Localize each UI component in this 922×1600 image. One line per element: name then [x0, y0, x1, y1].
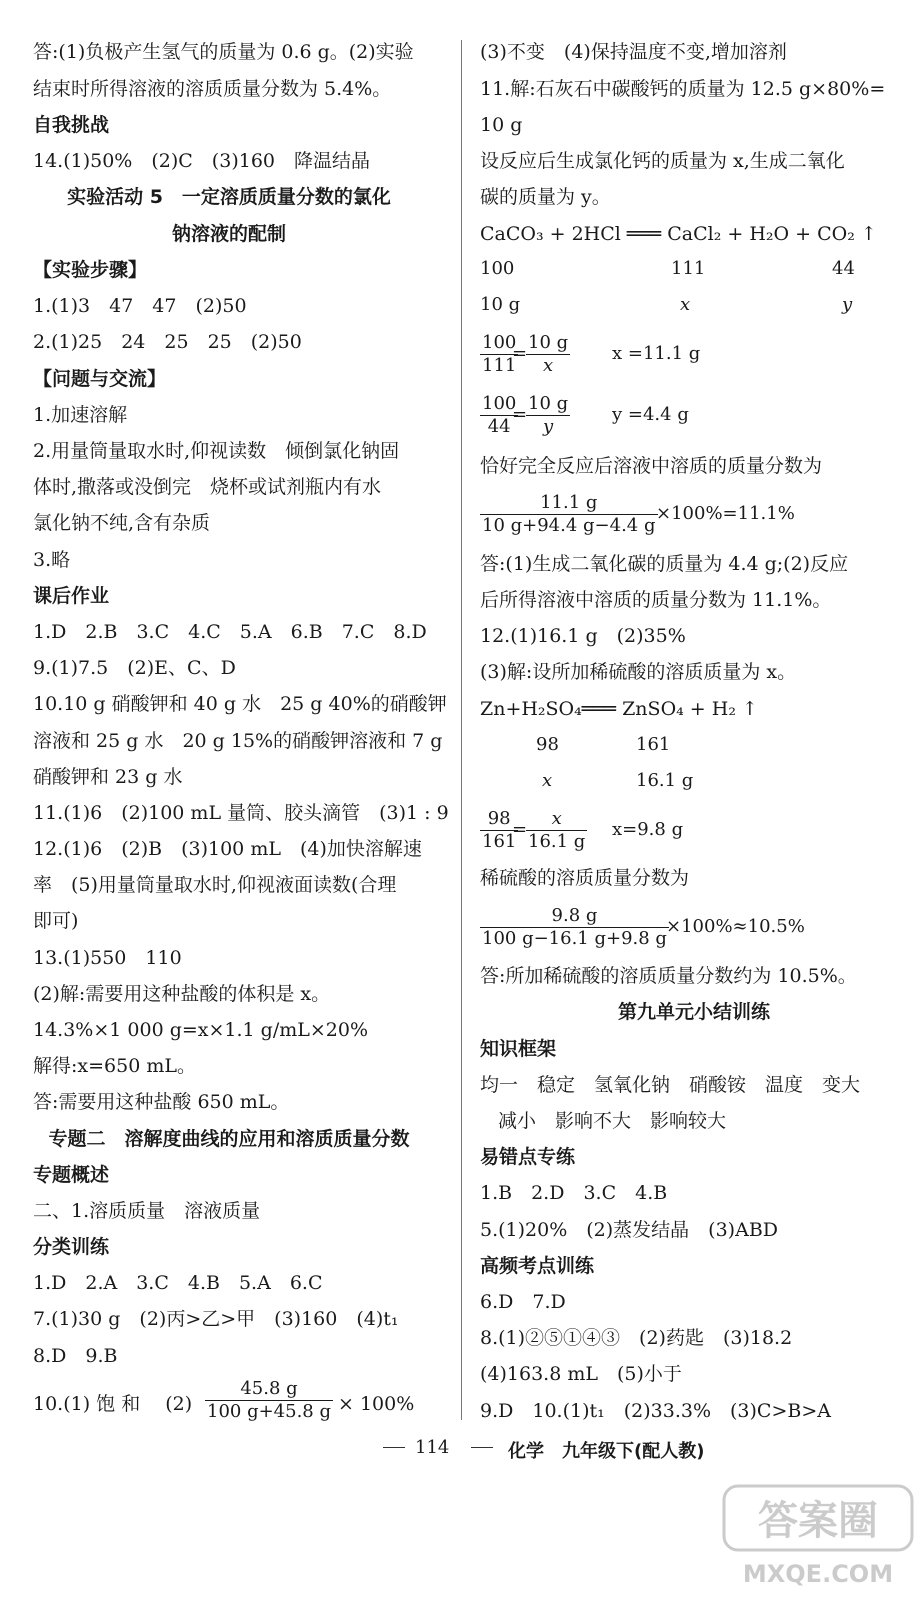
fraction-numerator: 45.8 g — [205, 1378, 333, 1401]
result: x=9.8 g — [612, 819, 684, 840]
molar-mass: 44 — [832, 258, 855, 279]
fraction-denominator: 16.1 g — [528, 831, 586, 852]
answer-line: 设反应后生成氯化钙的质量为 x,生成二氧化 — [480, 150, 845, 172]
answer-line: 9.(1)7.5 (2)E、C、D — [33, 657, 236, 679]
answer-line: 均一 稳定 氢氧化钠 硝酸铵 温度 变大 — [480, 1074, 861, 1096]
answer-line: 体时,撒落或没倒完 烧杯或试剂瓶内有水 — [33, 476, 382, 498]
fraction-denominator: x — [543, 355, 554, 376]
equals-sign: = — [512, 404, 528, 425]
section-heading: 自我挑战 — [33, 114, 110, 136]
answer-line: 14.3%×1 000 g=x×1.1 g/mL×20% — [33, 1019, 369, 1041]
result: x =11.1 g — [612, 343, 701, 364]
molar-mass: 161 — [636, 734, 671, 755]
fraction-numerator: 98 — [480, 808, 518, 831]
answer-line: 硝酸钾和 23 g 水 — [33, 766, 183, 788]
column-divider — [461, 40, 462, 1420]
answer-line: 1.B 2.D 3.C 4.B — [480, 1182, 668, 1204]
section-heading: 专题概述 — [33, 1164, 110, 1186]
chemical-equation: Zn+H₂SO₄═══ ZnSO₄ + H₂ ↑ — [480, 698, 758, 720]
result: y =4.4 g — [612, 404, 689, 425]
section-heading: 【问题与交流】 — [33, 368, 167, 390]
reaction-value: x — [680, 294, 691, 315]
answer-line: (3)解:设所加稀硫酸的溶质质量为 x。 — [480, 661, 797, 683]
answer-line: × 100% — [338, 1393, 415, 1415]
fraction — [480, 905, 669, 950]
reaction-value: 16.1 g — [636, 770, 694, 791]
fraction-numerator: 100 — [482, 332, 517, 353]
book-info: 化学 九年级下(配人教) — [508, 1441, 705, 1462]
answer-line: (3)不变 (4)保持温度不变,增加溶剂 — [480, 41, 787, 63]
molar-mass: 100 — [480, 258, 515, 279]
fraction-numerator: 100 — [482, 393, 517, 414]
fraction-numerator: 10 g — [528, 393, 569, 414]
chemical-equation: CaCO₃ + 2HCl ═══ CaCl₂ + H₂O + CO₂ ↑ — [480, 223, 877, 245]
answer-line: 1.加速溶解 — [33, 404, 128, 426]
answer-line: 即可) — [33, 910, 79, 932]
answer-line: 稀硫酸的溶质质量分数为 — [480, 867, 690, 889]
footer-dash — [471, 1447, 493, 1448]
fraction-numerator: x — [526, 808, 587, 831]
fraction-denominator: 10 g+94.4 g−4.4 g — [482, 515, 656, 536]
answer-line: 解得:x=650 mL。 — [33, 1055, 196, 1077]
fraction-denominator: y — [542, 416, 554, 437]
answer-line: 结束时所得溶液的溶质质量分数为 5.4%。 — [33, 78, 392, 100]
watermark-logo — [720, 1476, 916, 1594]
fraction — [526, 808, 587, 853]
answer-line: 率 (5)用量筒量取水时,仰视液面读数(合理 — [33, 874, 397, 896]
section-heading: 课后作业 — [33, 585, 110, 607]
answer-line: 6.D 7.D — [480, 1291, 566, 1313]
equals-sign: = — [512, 343, 528, 364]
answer-line: 2.(1)25 24 25 25 (2)50 — [33, 331, 302, 353]
answer-line: 12.(1)16.1 g (2)35% — [480, 625, 686, 647]
result: ×100%≈10.5% — [666, 916, 805, 937]
answer-line: 溶液和 25 g 水 20 g 15%的硝酸钾溶液和 7 g — [33, 730, 443, 752]
result: ×100%=11.1% — [656, 503, 795, 524]
molar-mass: 111 — [671, 258, 706, 279]
answer-line: 答:所加稀硫酸的溶质质量分数约为 10.5%。 — [480, 965, 857, 987]
answer-line: (2)解:需要用这种盐酸的体积是 x。 — [33, 983, 331, 1005]
answer-line: 8.(1)②⑤①④③ (2)药匙 (3)18.2 — [480, 1327, 793, 1349]
answer-line: 答:(1)生成二氧化碳的质量为 4.4 g;(2)反应 — [480, 553, 849, 575]
section-title: 专题二 溶解度曲线的应用和溶质质量分数 — [48, 1128, 410, 1150]
answer-line: 10.(1) 饱 和 (2) — [33, 1393, 193, 1415]
answer-line: 答:需要用这种盐酸 650 mL。 — [33, 1091, 290, 1113]
answer-line: 9.D 10.(1)t₁ (2)33.3% (3)C>B>A — [480, 1400, 831, 1422]
answer-line: 后所得溶液中溶质的质量分数为 11.1%。 — [480, 589, 832, 611]
answer-line: 7.(1)30 g (2)丙>乙>甲 (3)160 (4)t₁ — [33, 1308, 399, 1330]
footer-dash — [383, 1447, 405, 1448]
fraction-denominator: 100 g−16.1 g+9.8 g — [482, 928, 667, 949]
answer-line: 二、1.溶质质量 溶液质量 — [33, 1200, 261, 1222]
fraction — [205, 1378, 333, 1423]
answer-line: 11.解:石灰石中碳酸钙的质量为 12.5 g×80%= — [480, 78, 886, 100]
molar-mass: 98 — [536, 734, 559, 755]
answer-line: 1.(1)3 47 47 (2)50 — [33, 295, 247, 317]
section-title: 第九单元小结训练 — [617, 1001, 770, 1023]
answer-line: 碳的质量为 y。 — [480, 186, 611, 208]
fraction-numerator: 10 g — [528, 332, 569, 353]
fraction — [526, 393, 570, 438]
answer-line: 10.10 g 硝酸钾和 40 g 水 25 g 40%的硝酸钾 — [33, 693, 447, 715]
answer-line: 减小 影响不大 影响较大 — [498, 1110, 727, 1132]
watermark-text: 答案圈 — [758, 1498, 878, 1544]
fraction-denominator: 161 — [482, 831, 517, 852]
fraction-denominator: 111 — [482, 355, 517, 376]
answer-line: 10 g — [480, 114, 523, 136]
fraction-numerator: 11.1 g — [480, 492, 658, 515]
section-title: 钠溶液的配制 — [171, 223, 286, 245]
reaction-value: y — [842, 294, 853, 315]
answer-line: 1.D 2.A 3.C 4.B 5.A 6.C — [33, 1272, 323, 1294]
answer-line: 3.略 — [33, 549, 71, 571]
answer-line: 氯化钠不纯,含有杂质 — [33, 512, 211, 534]
answer-line: (4)163.8 mL (5)小于 — [480, 1363, 682, 1385]
section-title: 实验活动 5 一定溶质质量分数的氯化 — [67, 186, 391, 208]
equals-sign: = — [512, 819, 528, 840]
reaction-value: x — [542, 770, 553, 791]
fraction-denominator: 100 g+45.8 g — [207, 1401, 332, 1422]
section-heading: 高频考点训练 — [480, 1255, 595, 1277]
section-heading: 知识框架 — [480, 1038, 557, 1060]
page-number: 114 — [415, 1437, 450, 1458]
fraction-denominator: 44 — [487, 416, 511, 437]
answer-line: 2.用量筒量取水时,仰视读数 倾倒氯化钠固 — [33, 440, 400, 462]
answer-line: 恰好完全反应后溶液中溶质的质量分数为 — [480, 455, 823, 477]
answer-line: 13.(1)550 110 — [33, 947, 182, 969]
answer-line: 14.(1)50% (2)C (3)160 降温结晶 — [33, 150, 370, 172]
reaction-value: 10 g — [480, 294, 521, 315]
watermark-url: MXQE.COM — [742, 1560, 894, 1588]
section-heading: 分类训练 — [33, 1236, 110, 1258]
answer-line: 12.(1)6 (2)B (3)100 mL (4)加快溶解速 — [33, 838, 422, 860]
section-heading: 【实验步骤】 — [33, 259, 148, 281]
answer-line: 5.(1)20% (2)蒸发结晶 (3)ABD — [480, 1219, 779, 1241]
fraction — [480, 492, 658, 537]
answer-line: 11.(1)6 (2)100 mL 量筒、胶头滴管 (3)1 : 9 — [33, 802, 449, 824]
fraction-numerator: 9.8 g — [480, 905, 669, 928]
answer-line: 8.D 9.B — [33, 1345, 118, 1367]
answer-line: 1.D 2.B 3.C 4.C 5.A 6.B 7.C 8.D — [33, 621, 427, 643]
fraction — [526, 332, 570, 377]
answer-line: 答:(1)负极产生氢气的质量为 0.6 g。(2)实验 — [33, 41, 414, 63]
section-heading: 易错点专练 — [480, 1146, 576, 1168]
